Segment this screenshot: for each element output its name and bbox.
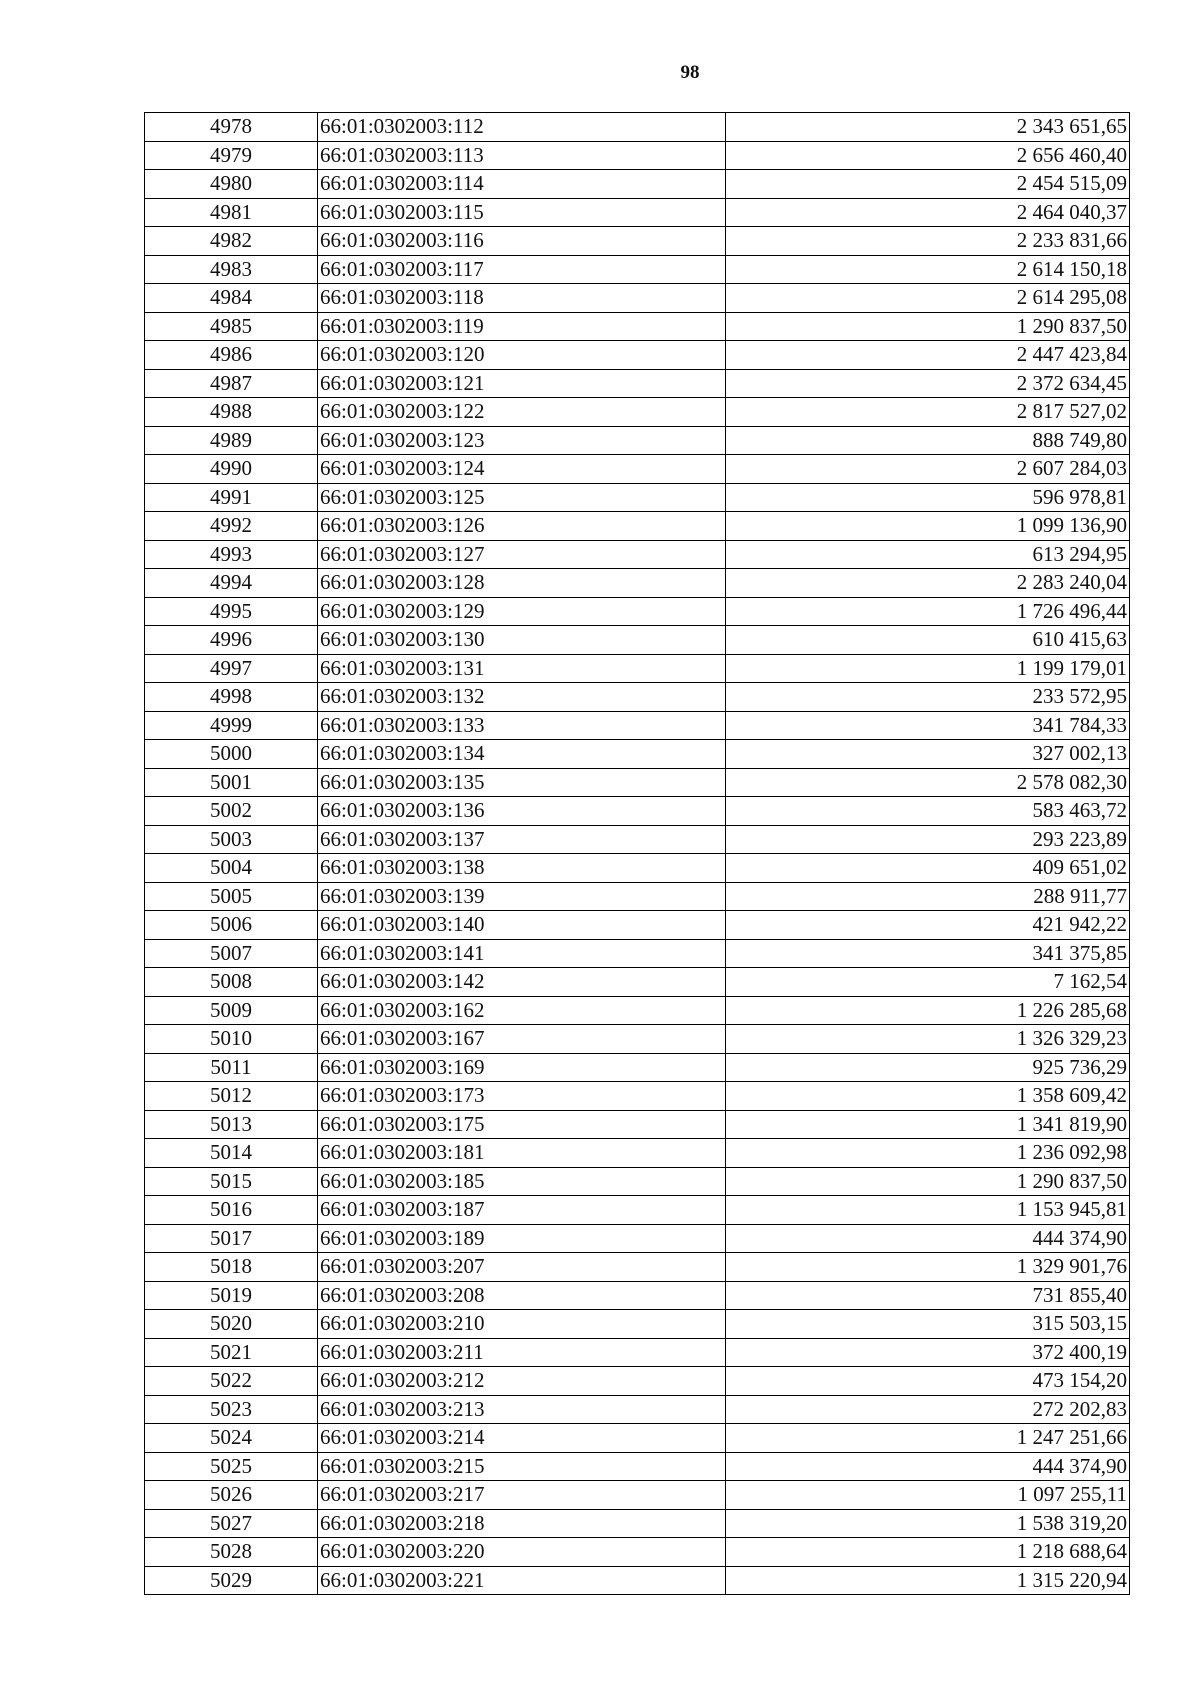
- cadastral-value-cell: 2 578 082,30: [726, 768, 1130, 797]
- row-number-cell: 4994: [145, 569, 318, 598]
- table-row: [145, 1025, 1130, 1054]
- cadastral-value-cell: 233 572,95: [726, 683, 1130, 712]
- cadastral-value-cell: 2 817 527,02: [726, 398, 1130, 427]
- cadastral-number-cell: 66:01:0302003:173: [318, 1082, 726, 1111]
- table-row: [145, 1481, 1130, 1510]
- cadastral-number-cell: 66:01:0302003:124: [318, 455, 726, 484]
- cadastral-value-cell: 7 162,54: [726, 968, 1130, 997]
- table-row: [145, 597, 1130, 626]
- table-row: [145, 711, 1130, 740]
- cadastral-value-cell: 1 097 255,11: [726, 1481, 1130, 1510]
- table-row: [145, 426, 1130, 455]
- table-row: [145, 1538, 1130, 1567]
- cadastral-number-cell: 66:01:0302003:125: [318, 483, 726, 512]
- row-number-cell: 4992: [145, 512, 318, 541]
- row-number-cell: 5013: [145, 1110, 318, 1139]
- cadastral-value-cell: 341 784,33: [726, 711, 1130, 740]
- cadastral-value-cell: 288 911,77: [726, 882, 1130, 911]
- row-number-cell: 4990: [145, 455, 318, 484]
- row-number-cell: 4987: [145, 369, 318, 398]
- cadastral-value-cell: 421 942,22: [726, 911, 1130, 940]
- row-number-cell: 4996: [145, 626, 318, 655]
- cadastral-value-cell: 1 099 136,90: [726, 512, 1130, 541]
- row-number-cell: 5003: [145, 825, 318, 854]
- cadastral-value-cell: 610 415,63: [726, 626, 1130, 655]
- row-number-cell: 5002: [145, 797, 318, 826]
- row-number-cell: 4985: [145, 312, 318, 341]
- row-number-cell: 4983: [145, 255, 318, 284]
- table-row: [145, 284, 1130, 313]
- cadastral-number-cell: 66:01:0302003:207: [318, 1253, 726, 1282]
- row-number-cell: 4988: [145, 398, 318, 427]
- cadastral-value-cell: 327 002,13: [726, 740, 1130, 769]
- row-number-cell: 4998: [145, 683, 318, 712]
- cadastral-number-cell: 66:01:0302003:218: [318, 1509, 726, 1538]
- row-number-cell: 5007: [145, 939, 318, 968]
- cadastral-number-cell: 66:01:0302003:142: [318, 968, 726, 997]
- cadastral-value-cell: 2 447 423,84: [726, 341, 1130, 370]
- cadastral-number-cell: 66:01:0302003:127: [318, 540, 726, 569]
- cadastral-number-cell: 66:01:0302003:112: [318, 113, 726, 142]
- table-row: [145, 1253, 1130, 1282]
- cadastral-number-cell: 66:01:0302003:212: [318, 1367, 726, 1396]
- cadastral-value-cell: 1 326 329,23: [726, 1025, 1130, 1054]
- row-number-cell: 4999: [145, 711, 318, 740]
- row-number-cell: 5020: [145, 1310, 318, 1339]
- table-row: [145, 911, 1130, 940]
- cadastral-number-cell: 66:01:0302003:169: [318, 1053, 726, 1082]
- row-number-cell: 4997: [145, 654, 318, 683]
- cadastral-value-cell: 1 358 609,42: [726, 1082, 1130, 1111]
- row-number-cell: 4979: [145, 141, 318, 170]
- cadastral-number-cell: 66:01:0302003:167: [318, 1025, 726, 1054]
- table-row: [145, 255, 1130, 284]
- table-row: [145, 740, 1130, 769]
- cadastral-number-cell: 66:01:0302003:140: [318, 911, 726, 940]
- cadastral-number-cell: 66:01:0302003:128: [318, 569, 726, 598]
- table-row: [145, 654, 1130, 683]
- row-number-cell: 5023: [145, 1395, 318, 1424]
- table-row: [145, 1224, 1130, 1253]
- row-number-cell: 5018: [145, 1253, 318, 1282]
- cadastral-number-cell: 66:01:0302003:215: [318, 1452, 726, 1481]
- cadastral-value-cell: 341 375,85: [726, 939, 1130, 968]
- row-number-cell: 5010: [145, 1025, 318, 1054]
- table-row: [145, 312, 1130, 341]
- cadastral-number-cell: 66:01:0302003:162: [318, 996, 726, 1025]
- row-number-cell: 5008: [145, 968, 318, 997]
- row-number-cell: 4980: [145, 170, 318, 199]
- row-number-cell: 5027: [145, 1509, 318, 1538]
- cadastral-number-cell: 66:01:0302003:116: [318, 227, 726, 256]
- table-row: [145, 1310, 1130, 1339]
- table-row: [145, 1452, 1130, 1481]
- row-number-cell: 5029: [145, 1566, 318, 1595]
- row-number-cell: 5011: [145, 1053, 318, 1082]
- cadastral-number-cell: 66:01:0302003:217: [318, 1481, 726, 1510]
- row-number-cell: 5009: [145, 996, 318, 1025]
- table-row: [145, 1110, 1130, 1139]
- cadastral-value-cell: 1 247 251,66: [726, 1424, 1130, 1453]
- cadastral-value-table: [144, 112, 1130, 1595]
- cadastral-value-cell: 444 374,90: [726, 1452, 1130, 1481]
- cadastral-value-cell: 2 656 460,40: [726, 141, 1130, 170]
- table-row: [145, 1167, 1130, 1196]
- cadastral-value-cell: 1 726 496,44: [726, 597, 1130, 626]
- row-number-cell: 5025: [145, 1452, 318, 1481]
- table-body: [145, 113, 1130, 1595]
- cadastral-number-cell: 66:01:0302003:187: [318, 1196, 726, 1225]
- cadastral-value-cell: 731 855,40: [726, 1281, 1130, 1310]
- table-row: [145, 1424, 1130, 1453]
- cadastral-number-cell: 66:01:0302003:189: [318, 1224, 726, 1253]
- row-number-cell: 4991: [145, 483, 318, 512]
- table-row: [145, 768, 1130, 797]
- cadastral-value-cell: 2 283 240,04: [726, 569, 1130, 598]
- cadastral-value-cell: 596 978,81: [726, 483, 1130, 512]
- cadastral-number-cell: 66:01:0302003:134: [318, 740, 726, 769]
- cadastral-number-cell: 66:01:0302003:131: [318, 654, 726, 683]
- cadastral-value-cell: 1 218 688,64: [726, 1538, 1130, 1567]
- table-row: [145, 369, 1130, 398]
- table-row: [145, 1196, 1130, 1225]
- cadastral-number-cell: 66:01:0302003:118: [318, 284, 726, 313]
- cadastral-number-cell: 66:01:0302003:133: [318, 711, 726, 740]
- cadastral-value-cell: 1 315 220,94: [726, 1566, 1130, 1595]
- table-row: [145, 198, 1130, 227]
- table-row: [145, 1338, 1130, 1367]
- row-number-cell: 5000: [145, 740, 318, 769]
- row-number-cell: 5022: [145, 1367, 318, 1396]
- cadastral-value-cell: 1 538 319,20: [726, 1509, 1130, 1538]
- cadastral-value-cell: 1 290 837,50: [726, 312, 1130, 341]
- cadastral-value-cell: 2 607 284,03: [726, 455, 1130, 484]
- cadastral-value-cell: 1 329 901,76: [726, 1253, 1130, 1282]
- row-number-cell: 5005: [145, 882, 318, 911]
- table-row: [145, 512, 1130, 541]
- table-row: [145, 483, 1130, 512]
- table-row: [145, 540, 1130, 569]
- cadastral-number-cell: 66:01:0302003:221: [318, 1566, 726, 1595]
- cadastral-value-cell: 1 153 945,81: [726, 1196, 1130, 1225]
- row-number-cell: 4986: [145, 341, 318, 370]
- table-row: [145, 1566, 1130, 1595]
- cadastral-value-cell: 1 341 819,90: [726, 1110, 1130, 1139]
- cadastral-number-cell: 66:01:0302003:220: [318, 1538, 726, 1567]
- table-row: [145, 854, 1130, 883]
- cadastral-value-cell: 2 614 295,08: [726, 284, 1130, 313]
- row-number-cell: 5004: [145, 854, 318, 883]
- cadastral-value-cell: 444 374,90: [726, 1224, 1130, 1253]
- table-row: [145, 398, 1130, 427]
- row-number-cell: 5012: [145, 1082, 318, 1111]
- cadastral-number-cell: 66:01:0302003:115: [318, 198, 726, 227]
- cadastral-number-cell: 66:01:0302003:210: [318, 1310, 726, 1339]
- cadastral-value-cell: 2 464 040,37: [726, 198, 1130, 227]
- row-number-cell: 5001: [145, 768, 318, 797]
- cadastral-number-cell: 66:01:0302003:132: [318, 683, 726, 712]
- row-number-cell: 4995: [145, 597, 318, 626]
- table-row: [145, 996, 1130, 1025]
- cadastral-value-cell: 613 294,95: [726, 540, 1130, 569]
- row-number-cell: 5028: [145, 1538, 318, 1567]
- table-row: [145, 1395, 1130, 1424]
- cadastral-value-cell: 2 233 831,66: [726, 227, 1130, 256]
- table-row: [145, 341, 1130, 370]
- row-number-cell: 4993: [145, 540, 318, 569]
- table-row: [145, 825, 1130, 854]
- cadastral-value-cell: 2 454 515,09: [726, 170, 1130, 199]
- cadastral-value-cell: 2 343 651,65: [726, 113, 1130, 142]
- table-row: [145, 626, 1130, 655]
- row-number-cell: 5015: [145, 1167, 318, 1196]
- table-row: [145, 227, 1130, 256]
- cadastral-value-cell: 1 199 179,01: [726, 654, 1130, 683]
- cadastral-value-cell: 888 749,80: [726, 426, 1130, 455]
- table-row: [145, 141, 1130, 170]
- row-number-cell: 5024: [145, 1424, 318, 1453]
- cadastral-number-cell: 66:01:0302003:185: [318, 1167, 726, 1196]
- table-row: [145, 1281, 1130, 1310]
- row-number-cell: 4978: [145, 113, 318, 142]
- table-row: [145, 683, 1130, 712]
- row-number-cell: 5026: [145, 1481, 318, 1510]
- cadastral-number-cell: 66:01:0302003:113: [318, 141, 726, 170]
- cadastral-number-cell: 66:01:0302003:121: [318, 369, 726, 398]
- table-row: [145, 1139, 1130, 1168]
- table-row: [145, 939, 1130, 968]
- cadastral-number-cell: 66:01:0302003:175: [318, 1110, 726, 1139]
- cadastral-number-cell: 66:01:0302003:208: [318, 1281, 726, 1310]
- cadastral-number-cell: 66:01:0302003:137: [318, 825, 726, 854]
- cadastral-number-cell: 66:01:0302003:135: [318, 768, 726, 797]
- cadastral-number-cell: 66:01:0302003:141: [318, 939, 726, 968]
- table-row: [145, 569, 1130, 598]
- cadastral-number-cell: 66:01:0302003:213: [318, 1395, 726, 1424]
- table-row: [145, 1053, 1130, 1082]
- row-number-cell: 4989: [145, 426, 318, 455]
- cadastral-number-cell: 66:01:0302003:120: [318, 341, 726, 370]
- cadastral-number-cell: 66:01:0302003:181: [318, 1139, 726, 1168]
- cadastral-number-cell: 66:01:0302003:117: [318, 255, 726, 284]
- row-number-cell: 5016: [145, 1196, 318, 1225]
- cadastral-number-cell: 66:01:0302003:211: [318, 1338, 726, 1367]
- cadastral-value-cell: 315 503,15: [726, 1310, 1130, 1339]
- table-row: [145, 1509, 1130, 1538]
- cadastral-number-cell: 66:01:0302003:138: [318, 854, 726, 883]
- cadastral-number-cell: 66:01:0302003:123: [318, 426, 726, 455]
- cadastral-value-cell: 2 372 634,45: [726, 369, 1130, 398]
- cadastral-number-cell: 66:01:0302003:126: [318, 512, 726, 541]
- cadastral-number-cell: 66:01:0302003:139: [318, 882, 726, 911]
- cadastral-value-cell: 1 236 092,98: [726, 1139, 1130, 1168]
- row-number-cell: 5006: [145, 911, 318, 940]
- table-row: [145, 455, 1130, 484]
- table-row: [145, 170, 1130, 199]
- table-row: [145, 113, 1130, 142]
- row-number-cell: 4981: [145, 198, 318, 227]
- table-row: [145, 797, 1130, 826]
- cadastral-value-cell: 2 614 150,18: [726, 255, 1130, 284]
- row-number-cell: 4982: [145, 227, 318, 256]
- table-row: [145, 968, 1130, 997]
- row-number-cell: 5014: [145, 1139, 318, 1168]
- cadastral-number-cell: 66:01:0302003:130: [318, 626, 726, 655]
- cadastral-number-cell: 66:01:0302003:214: [318, 1424, 726, 1453]
- row-number-cell: 4984: [145, 284, 318, 313]
- cadastral-value-cell: 925 736,29: [726, 1053, 1130, 1082]
- cadastral-number-cell: 66:01:0302003:129: [318, 597, 726, 626]
- table-row: [145, 1367, 1130, 1396]
- cadastral-value-cell: 272 202,83: [726, 1395, 1130, 1424]
- cadastral-value-cell: 409 651,02: [726, 854, 1130, 883]
- row-number-cell: 5021: [145, 1338, 318, 1367]
- row-number-cell: 5019: [145, 1281, 318, 1310]
- cadastral-number-cell: 66:01:0302003:136: [318, 797, 726, 826]
- cadastral-number-cell: 66:01:0302003:114: [318, 170, 726, 199]
- cadastral-value-cell: 293 223,89: [726, 825, 1130, 854]
- page-number: 98: [680, 62, 700, 83]
- row-number-cell: 5017: [145, 1224, 318, 1253]
- cadastral-value-cell: 583 463,72: [726, 797, 1130, 826]
- cadastral-value-cell: 1 226 285,68: [726, 996, 1130, 1025]
- table-row: [145, 1082, 1130, 1111]
- cadastral-value-cell: 473 154,20: [726, 1367, 1130, 1396]
- cadastral-value-cell: 372 400,19: [726, 1338, 1130, 1367]
- cadastral-number-cell: 66:01:0302003:119: [318, 312, 726, 341]
- table-row: [145, 882, 1130, 911]
- cadastral-value-cell: 1 290 837,50: [726, 1167, 1130, 1196]
- cadastral-number-cell: 66:01:0302003:122: [318, 398, 726, 427]
